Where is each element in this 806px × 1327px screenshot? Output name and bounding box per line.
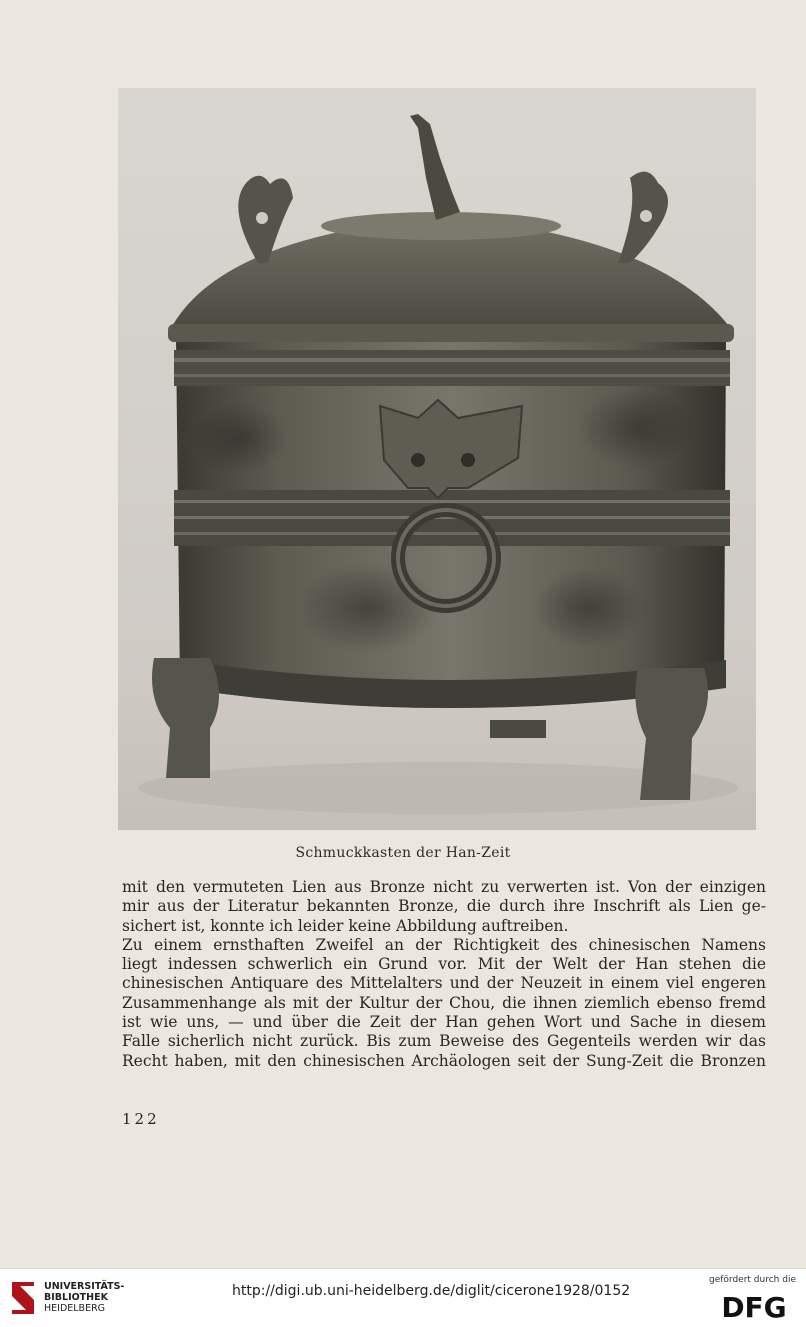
funding-note: gefördert durch die xyxy=(709,1275,796,1285)
text-line: liegt indessen schwerlich ein Grund vor. Mit der Welt der Han stehen die xyxy=(122,955,766,974)
body-text xyxy=(122,878,766,1071)
text-line: chinesischen Antiquare des Mittelalters und der Neuzeit in einem viel engeren xyxy=(122,974,766,993)
text-line: Falle sicherlich nicht zurück. Bis zum Beweise des Gegenteils werden wir das xyxy=(122,1032,766,1051)
dfg-logo-text: DFG xyxy=(721,1291,787,1321)
text-line: mir aus der Literatur bekannten Bronze, die durch ihre Inschrift als Lien ge- xyxy=(122,897,766,916)
library-name-line: UNIVERSITÄTS- xyxy=(44,1281,125,1292)
text-line: Recht haben, mit den chinesischen Archäologen seit der Sung-Zeit die Bronzen xyxy=(122,1051,766,1070)
page-number: 122 xyxy=(122,1110,160,1128)
text-line: sichert ist, konnte ich leider keine Abbildung auftreiben. xyxy=(122,916,569,935)
text-line: Zu einem ernsthaften Zweifel an der Richtigkeit des chinesischen Namens xyxy=(122,935,766,954)
library-name xyxy=(44,1281,124,1314)
photo-plate xyxy=(118,88,756,830)
library-name-line: HEIDELBERG xyxy=(44,1303,106,1314)
text-line: ist wie uns, — und über die Zeit der Han gehen Wort und Sache in diesem xyxy=(122,1013,766,1032)
text-line: mit den vermuteten Lien aus Bronze nicht zu verwerten ist. Von der einzigen xyxy=(122,878,766,896)
permalink-url[interactable]: http://digi.ub.uni-heidelberg.de/diglit/cicerone1928/0152 xyxy=(232,1283,631,1299)
viewer-footer xyxy=(0,1268,806,1327)
ub-heidelberg-logo-icon[interactable] xyxy=(8,1278,38,1318)
figure-caption: Schmuckkasten der Han-Zeit xyxy=(295,845,511,861)
library-name-line: BIBLIOTHEK xyxy=(44,1292,108,1303)
dfg-logo-icon[interactable] xyxy=(714,1291,794,1321)
text-line: Zusammenhange als mit der Kultur der Chou, die ihnen ziemlich ebenso fremd xyxy=(122,993,766,1012)
bronze-vessel-photo xyxy=(118,88,756,830)
